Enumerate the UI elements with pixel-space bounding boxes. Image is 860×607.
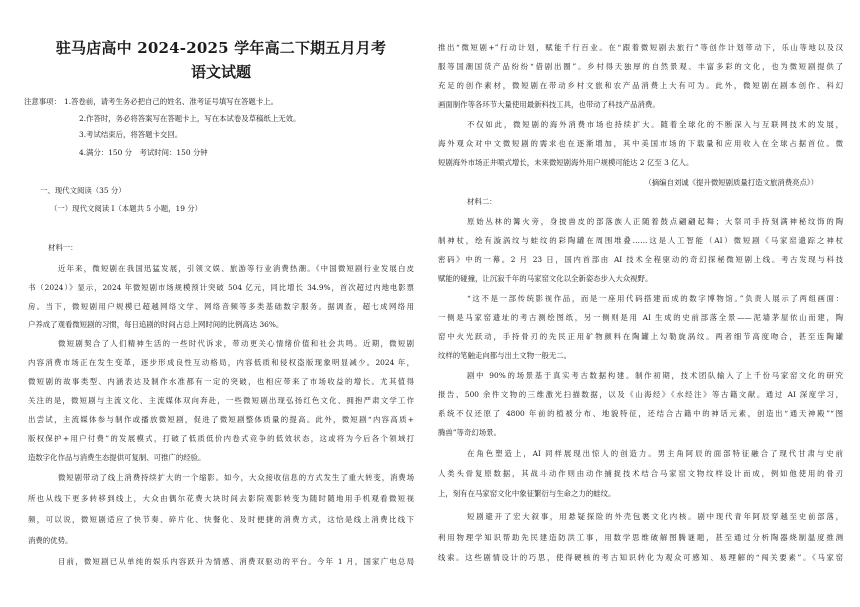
- text-line: 推出“微短剧+”行动计划，赋能千行百业。在“跟着微短剧去旅行”等创作计划带动下，乐山等地以及汉: [438, 43, 843, 52]
- page-subtitle: 语文试题: [190, 63, 251, 81]
- notice-item: 2.作答时，务必将答案写在答题卡上，写在本试卷及草稿纸上无效。: [79, 114, 301, 123]
- page-title: 驻马店高中 2024-2025 学年高二下期五月月考: [55, 39, 387, 57]
- text-line: 纹样的笔触走向都与出土文物一般无二。: [438, 351, 572, 360]
- text-line: 出尝试，主流媒体参与制作或播放微短剧，促进了微短剧整体质量的提高。此外，微短剧“内容高质+: [28, 415, 414, 424]
- text-line: 画面制作等各环节大量使用最新科技工具，也带动了科技产品消费。: [438, 100, 660, 109]
- text-line: 消费的优势。: [28, 536, 73, 545]
- notice-item: 3.考试结束后，将答题卡交回。: [79, 130, 183, 139]
- text-line: 所也从线下更多转移到线上，大众由偶尔花费大块时间去影院观影转变为随时随地用手机观看微短视: [28, 494, 414, 503]
- text-line: 频，可以说，微短剧适应了快节奏、碎片化、快餐化、及时便捷的消费方式，这恰是线上消费比线下: [28, 515, 414, 524]
- section-heading: 一、现代文阅读（35 分）: [40, 186, 126, 195]
- text-line: 赋能的碰撞，让沉寂千年的马家窑文化以全新姿态步入大众视野。: [438, 274, 653, 283]
- text-line: “这不是一部传统影视作品，而是一座用代码搭建而成的数字博物馆。”负责人展示了两组画面：: [467, 294, 843, 303]
- text-line: 密码》中的一幕。2 月 23 日，国内首部由 AI 技术全程驱动的奇幻探秘微短剧上线。考古发现与科技: [438, 255, 843, 264]
- text-line: 关注的是，微短剧与主流文化、主流媒体双向奔赴，一些微短剧出现弘扬红色文化、拥抱严肃文学工作: [28, 396, 414, 405]
- text-line: 户养成了观看微短剧的习惯，每日追剧的时间占总上网时间的比例高达 36%。: [28, 320, 284, 329]
- text-line: 充足的创作素材，微短剧在带动乡村文旅和农产品消费上大有可为。此外，微短剧在剧本创作、科幻: [438, 81, 843, 90]
- notice-label: 注意事项：: [24, 97, 61, 106]
- text-line: 线索。这些剧情设计的巧思，使得硬核的考古知识转化为观众可感知、易理解的“闯关要素”。《马家窑: [438, 553, 843, 562]
- notice-item: 4.满分：150 分 考试时间：150 分钟: [79, 148, 208, 157]
- text-line: 报告、500 余件文物的三维激光扫描数据，以及《山海经》《水经注》等古籍文献。通过 AI 深度学习，: [438, 390, 843, 399]
- source-citation: （摘编自刘诚《提升微短剧质量打造文旅消费亮点》）: [644, 178, 818, 187]
- text-line: 腾兽”等奇幻场景。: [438, 428, 501, 437]
- text-line: 服等国潮国货产品纷纷“借剧出圈”。乡村得天独厚的自然景观、丰富多彩的文化，也为微短剧提供了: [438, 62, 843, 71]
- text-line: 系统不仅还原了 4800 年前的植被分布、地貌特征，还结合古籍中的神话元素，创造出“通天神殿”“图: [438, 409, 843, 418]
- text-line: 上，刻有在马家窑文化中象征繁衍与生命之力的蛙纹。: [438, 489, 616, 498]
- text-line: 利用物理学知识帮助先民建造防洪工事，用数学思维破解图腾谜题，甚至通过分析陶器烧制温度推测: [438, 533, 843, 542]
- text-line: 微短剧带动了线上消费持续扩大的一个缩影。如今，大众接收信息的方式发生了重大转变，消费场: [58, 473, 414, 482]
- text-line: 目前，微短剧已从单纯的娱乐内容跃升为情感、消费双驱动的平台。今年 1 月，国家广电总局: [58, 557, 414, 566]
- text-line: 在角色塑造上，AI 同样展现出惊人的创造力。男主角阿辰的面部特征融合了现代甘肃与史前: [467, 449, 843, 458]
- text-line: 不仅如此，微短剧的海外消费市场也持续扩大。随着全球化的不断深入与互联网技术的发展，: [467, 120, 843, 129]
- text-line: 书（2024）》显示，2024 年微短剧市场规模预计突破 504 亿元，同比增长 34.9%，首次超过内地电影票: [28, 283, 414, 292]
- text-line: 人类头骨复原数据，其战斗动作则由动作捕捉技术结合马家窑文物纹样设计而成，例如他使用的骨刃: [438, 469, 843, 478]
- text-line: 微短剧的故事类型、内涵表达及制作水准都有一定的突破，也相应带来了市场收益的增长。尤其值得: [28, 377, 414, 386]
- text-line: 窑中火光跃动，手持骨刃的先民正用矿物颜料在陶罐上勾勒旋涡纹。两者细节高度吻合，甚至连陶罐: [438, 332, 843, 341]
- text-line: 短剧海外市场正井喷式增长，未来微短剧海外用户规模可能达 2 亿至 3 亿人。: [438, 158, 694, 167]
- text-line: 内容消费市场正在发生变革，逐步形成良性互动格局，内容低质和侵权盗版现象明显减少。2024 年，: [28, 358, 414, 367]
- text-line: 一侧是马家窑遗址的考古测绘图纸，另一侧则是用 AI 生成的史前部落全景——泥墙茅屋依山而建，陶: [438, 313, 843, 322]
- material-1-label: 材料一：: [48, 243, 78, 252]
- section-subheading: （一）现代文阅读 I（本题共 5 小题，19 分）: [50, 204, 203, 213]
- text-line: 海外观众对中文微短剧的需求也在逐渐增加，其中美国市场的下载量和应用收入在全球占据首位。微: [438, 139, 843, 148]
- text-line: 版权保护+用户付费”的发展模式，打破了低质低价内卷式竞争的低效状态，这或将为今后各个领域打: [28, 434, 414, 443]
- notice-item: 1.答卷前，请考生务必把自己的姓名、准考证号填写在答题卡上。: [64, 97, 278, 106]
- material-2-label: 材料二：: [467, 197, 497, 206]
- text-line: 房。当下，微短剧用户规模已超越网络文学、网络音频等多类基础数字服务。据调查，超七成网络用: [28, 302, 414, 311]
- text-line: 微短剧契合了人们精神生活的一些时代诉求，带动更关心情绪价值和社会共鸣。近期，微短剧: [58, 339, 414, 348]
- text-line: 近年来，微短剧在我国迅猛发展，引领文娱、旅游等行业消费热潮。《中国微短剧行业发展白皮: [58, 264, 414, 273]
- text-line: 剧中 90%的场景基于真实考古数据构建。制作初期，技术团队输入了上千份马家窑文化的研究: [467, 371, 843, 380]
- text-line: 造数字化作品与消费生态提供可复制、可推广的经验。: [28, 453, 206, 462]
- text-line: 原始丛林的篝火旁，身披兽皮的部落族人正随着鼓点翩翩起舞；大祭司手持刻满神秘纹饰的陶: [467, 217, 843, 226]
- text-line: 制神杖，绘有漩涡纹与蛙纹的彩陶罐在周围堆叠……这是人工智能（AI）微短剧《马家窑遗踪之神杖: [438, 236, 843, 245]
- text-line: 短剧避开了宏大叙事，用悬疑探险的外壳包裹文化内核。剧中现代青年阿辰穿越至史前部落，: [467, 512, 843, 521]
